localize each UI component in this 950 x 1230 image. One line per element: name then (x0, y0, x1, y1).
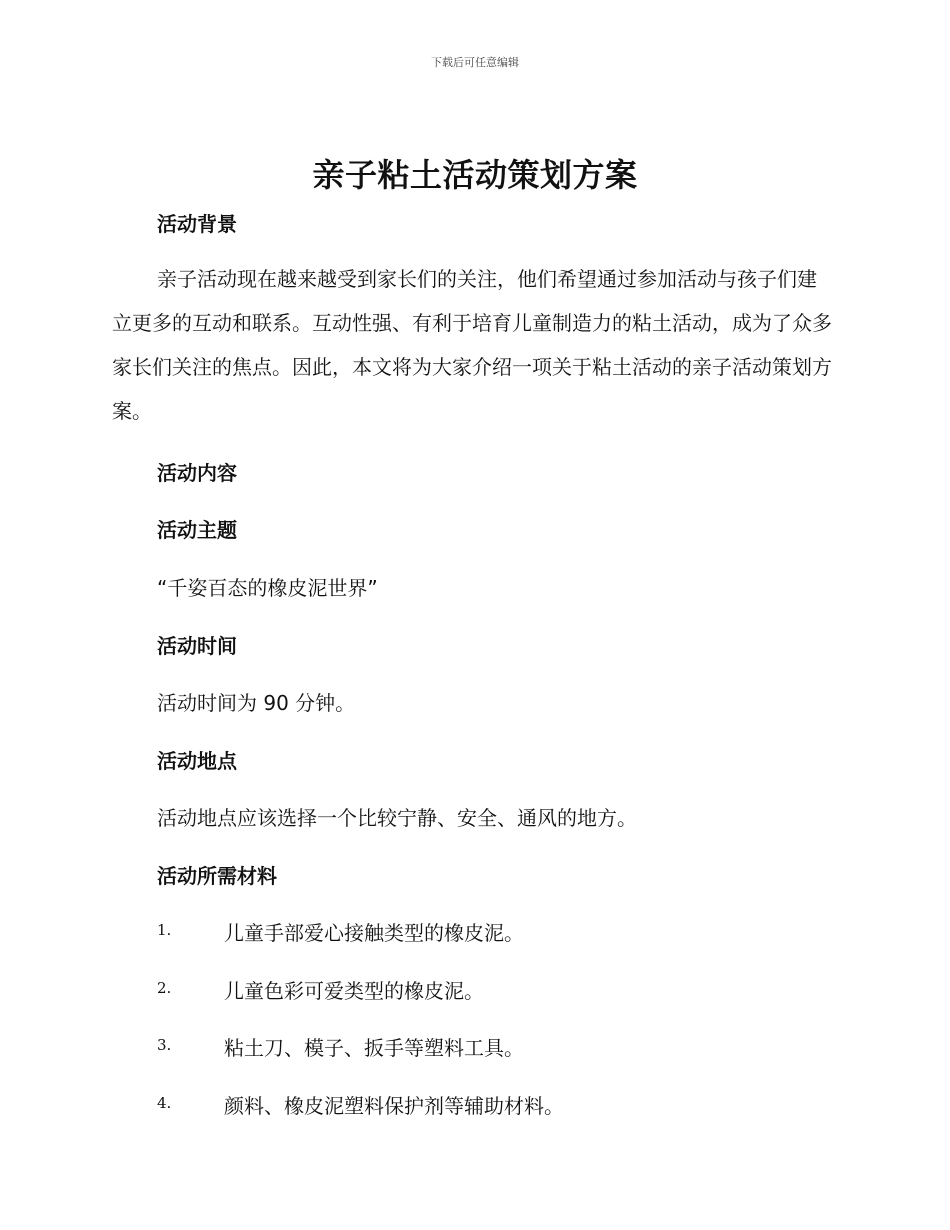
header-note: 下载后可任意编辑 (431, 56, 519, 69)
time-text: 活动时间为 90 分钟。 (157, 691, 356, 715)
list-item-text: 儿童手部爱心接触类型的橡皮泥。 (224, 921, 524, 945)
list-item-number: 2. (157, 979, 172, 997)
location-text: 活动地点应该选择一个比较宁静、安全、通风的地方。 (157, 806, 637, 830)
heading-theme: 活动主题 (157, 518, 237, 542)
theme-text: “千姿百态的橡皮泥世界” (157, 576, 378, 600)
heading-time: 活动时间 (157, 634, 237, 658)
heading-materials: 活动所需材料 (157, 864, 277, 888)
list-item-text: 儿童色彩可爱类型的橡皮泥。 (224, 979, 484, 1003)
list-item-number: 4. (157, 1094, 172, 1112)
list-item-number: 1. (157, 921, 172, 939)
list-item-text: 粘土刀、模子、扳手等塑料工具。 (224, 1036, 524, 1060)
paragraph-background (112, 257, 832, 433)
list-item-text: 颜料、橡皮泥塑料保护剂等辅助材料。 (224, 1094, 564, 1118)
paragraph-background-text: 亲子活动现在越来越受到家长们的关注，他们希望通过参加活动与孩子们建立更多的互动和联系。互动性强、有利于培育儿童制造力的粘土活动，成为了众多家长们关注的焦点。因此，本文将为大家介绍一项关于粘土活动的亲子活动策划方案。 (112, 267, 832, 423)
heading-content: 活动内容 (157, 461, 237, 485)
heading-location: 活动地点 (157, 749, 237, 773)
document-title: 亲子粘土活动策划方案 (312, 156, 638, 194)
list-item-number: 3. (157, 1036, 172, 1054)
heading-background: 活动背景 (157, 212, 237, 236)
